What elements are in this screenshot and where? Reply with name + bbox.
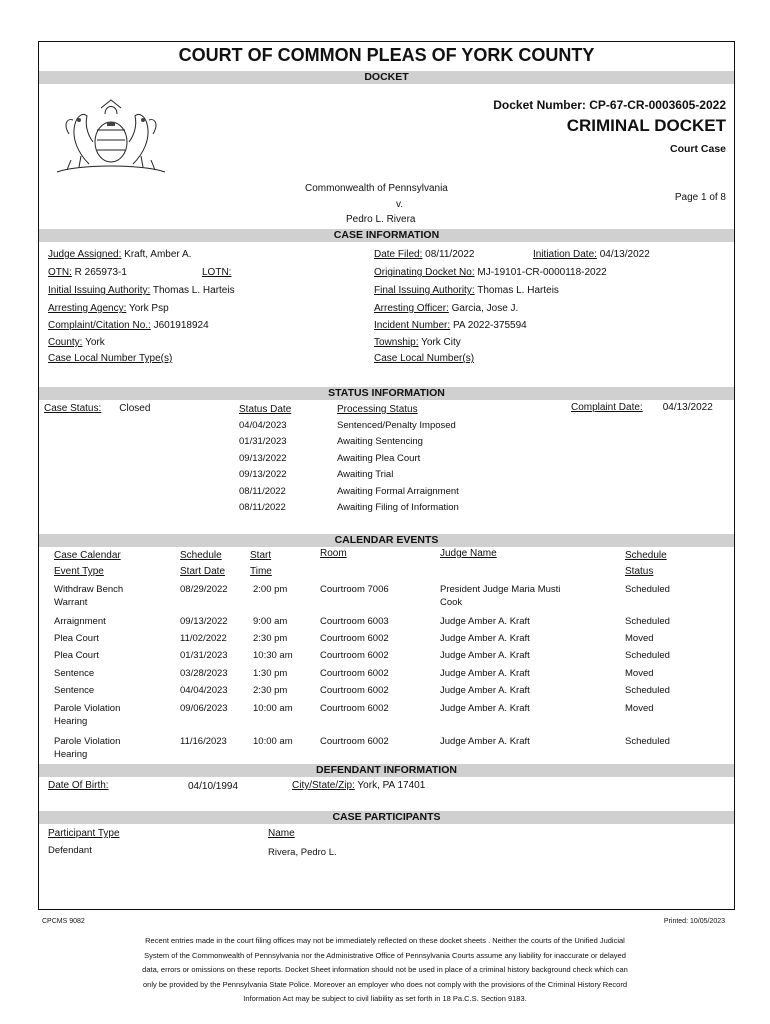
judge-name: Judge Amber A. Kraft (440, 633, 530, 644)
processing-status-header: Processing Status (337, 404, 418, 415)
docket-page (38, 41, 735, 910)
room: Courtroom 6002 (320, 668, 389, 679)
start-time: 2:30 pm (253, 633, 288, 644)
start-date: 08/29/2022 (180, 584, 228, 595)
start-date: 09/06/2023 (180, 703, 228, 714)
start-time: 9:00 am (253, 616, 288, 627)
caption-defendant: Pedro L. Rivera (346, 214, 416, 225)
event-type: Sentence (54, 685, 95, 696)
start-time: 2:30 pm (253, 685, 288, 696)
processing-status: Awaiting Plea Court (337, 452, 421, 464)
start-date: 11/02/2022 (180, 633, 227, 644)
defendant-information-header: DEFENDANT INFORMATION (39, 764, 734, 777)
schedule-status: Scheduled (625, 650, 670, 661)
processing-status: Awaiting Filing of Information (337, 502, 459, 513)
event-type: Withdraw Bench (54, 584, 124, 595)
schedule-status: Scheduled (625, 584, 670, 595)
judge-name: Judge Amber A. Kraft (440, 736, 530, 747)
col-schedule-start-date: Schedule Start Date (180, 550, 226, 577)
case-local-numbers: Case Local Number(s) (374, 353, 475, 364)
disclaimer-line: System of the Commonwealth of Pennsylvania nor the Administrative Office of Pennsylvania Courts assume any liability for inaccurate or delayed (144, 950, 626, 960)
schedule-status: Moved (625, 668, 654, 679)
col-judge-name: Judge Name (440, 548, 497, 559)
processing-status: Awaiting Sentencing (337, 436, 423, 448)
room: Courtroom 6002 (320, 650, 389, 661)
incident-number: Incident Number: PA 2022-375594 (374, 320, 527, 331)
room: Courtroom 6002 (320, 633, 389, 644)
processing-status: Sentenced/Penalty Imposed (337, 420, 456, 431)
court-title: COURT OF COMMON PLEAS OF YORK COUNTY (178, 45, 595, 65)
docket-number: Docket Number: CP-67-CR-0003605-2022 (493, 98, 726, 112)
form-id: CPCMS 9082 (42, 918, 85, 925)
room: Courtroom 6002 (320, 736, 389, 747)
case-status: Case Status: Closed (44, 403, 151, 414)
initiation-date: Initiation Date: 04/13/2022 (533, 249, 650, 260)
event-type: Plea Court (54, 650, 99, 661)
disclaimer-line: data, errors or omissions on these reports. Docket Sheet information should not be used in place of a criminal history background check which can (142, 965, 628, 974)
arresting-officer: Arresting Officer: Garcia, Jose J. (374, 303, 519, 314)
originating-docket: Originating Docket No: MJ-19101-CR-0000118-2022 (374, 267, 607, 278)
start-time: 1:30 pm (253, 668, 288, 679)
room: Courtroom 7006 (320, 584, 389, 595)
schedule-status: Scheduled (625, 685, 670, 696)
status-date-header: Status Date (239, 404, 292, 415)
lotn: LOTN: (202, 267, 232, 278)
judge-assigned: Judge Assigned: Kraft, Amber A. (48, 249, 192, 260)
disclaimer (40, 934, 730, 1007)
col-schedule-status: Schedule Status (625, 550, 667, 577)
processing-status: Awaiting Trial (337, 469, 394, 481)
judge-name-cont: Cook (440, 597, 463, 608)
judge-name: Judge Amber A. Kraft (440, 650, 530, 661)
judge-name: Judge Amber A. Kraft (440, 668, 530, 679)
event-type-cont: Hearing (54, 749, 88, 760)
event-type: Arraignment (54, 616, 106, 627)
room: Courtroom 6002 (320, 703, 389, 714)
final-issuing-authority: Final Issuing Authority: Thomas L. Harteis (374, 285, 559, 296)
start-date: 01/31/2023 (180, 650, 228, 661)
judge-name: Judge Amber A. Kraft (440, 685, 530, 696)
status-date: 08/11/2022 (239, 502, 286, 513)
participant-name: Rivera, Pedro L. (268, 847, 337, 858)
judge-name: President Judge Maria Musti (440, 584, 561, 595)
case-information-header: CASE INFORMATION (39, 229, 734, 242)
initial-issuing-authority: Initial Issuing Authority: Thomas L. Harteis (48, 285, 235, 296)
city-state-zip: City/State/Zip: York, PA 17401 (292, 780, 426, 791)
participant-type: Defendant (48, 845, 92, 856)
caption-plaintiff: Commonwealth of Pennsylvania (305, 183, 448, 194)
disclaimer-line: only be provided by the Pennsylvania State Police. Moreover an employer who does not comply with the provisions of the Criminal History Record (143, 979, 627, 989)
col-start-time: Start Time (250, 550, 272, 577)
otn: OTN: R 265973-1 (48, 267, 127, 278)
arresting-agency: Arresting Agency: York Psp (48, 303, 169, 314)
start-date: 11/16/2023 (180, 736, 227, 747)
status-date: 01/31/2023 (239, 436, 287, 448)
schedule-status: Scheduled (625, 616, 670, 627)
docket-bar: DOCKET (39, 71, 734, 84)
status-information-header: STATUS INFORMATION (39, 387, 734, 400)
status-date: 08/11/2022 (239, 485, 286, 497)
pennsylvania-seal-icon (49, 94, 173, 178)
caption-versus: v. (396, 199, 404, 210)
page-number: Page 1 of 8 (674, 192, 726, 203)
room: Courtroom 6003 (320, 616, 389, 627)
calendar-events-header: CALENDAR EVENTS (39, 534, 734, 547)
start-time: 10:00 am (253, 736, 293, 747)
col-room: Room (320, 548, 347, 559)
status-date: 09/13/2022 (239, 469, 287, 481)
case-participants-header: CASE PARTICIPANTS (39, 811, 734, 824)
date-filed: Date Filed: 08/11/2022 (374, 249, 475, 260)
start-date: 04/04/2023 (180, 685, 228, 696)
disclaimer-line: Information Act may be subject to civil liability as set forth in 18 Pa.C.S. Section 9183. (243, 994, 527, 1003)
start-time: 2:00 pm (253, 584, 288, 595)
event-type-cont: Hearing (54, 716, 88, 727)
schedule-status: Scheduled (625, 736, 670, 747)
case-local-number-types: Case Local Number Type(s) (48, 353, 173, 364)
township: Township: York City (374, 337, 461, 348)
case-type: Court Case (669, 143, 726, 155)
county: County: York (48, 337, 105, 348)
disclaimer-line: Recent entries made in the court filing offices may not be immediately reflected on these docket sheets . Neither the courts of the Unified Judicial (145, 936, 625, 945)
col-event-type: Case Calendar Event Type (54, 550, 121, 577)
event-type: Sentence (54, 668, 95, 679)
judge-name: Judge Amber A. Kraft (440, 616, 530, 627)
start-time: 10:30 am (253, 650, 293, 661)
schedule-status: Moved (625, 633, 654, 644)
start-date: 09/13/2022 (180, 616, 228, 627)
participant-name-header: Name (268, 828, 295, 839)
participant-type-header: Participant Type (48, 828, 120, 839)
complaint-citation: Complaint/Citation No.: J601918924 (48, 320, 209, 331)
printed-date: Printed: 10/05/2023 (663, 918, 725, 925)
status-date: 09/13/2022 (239, 452, 287, 464)
date-of-birth-value: 04/10/1994 (188, 781, 239, 792)
event-type: Parole Violation (54, 736, 121, 747)
processing-status: Awaiting Formal Arraignment (337, 485, 459, 497)
start-time: 10:00 am (253, 703, 293, 714)
event-type: Parole Violation (54, 703, 121, 714)
status-date: 04/04/2023 (239, 420, 287, 431)
event-type-cont: Warrant (54, 597, 88, 608)
start-date: 03/28/2023 (180, 668, 228, 679)
complaint-date: Complaint Date: 04/13/2022 (571, 402, 713, 413)
judge-name: Judge Amber A. Kraft (440, 703, 530, 714)
docket-type: CRIMINAL DOCKET (566, 116, 726, 135)
schedule-status: Moved (625, 703, 654, 714)
date-of-birth-label: Date Of Birth: (48, 780, 109, 791)
room: Courtroom 6002 (320, 685, 389, 696)
event-type: Plea Court (54, 633, 99, 644)
